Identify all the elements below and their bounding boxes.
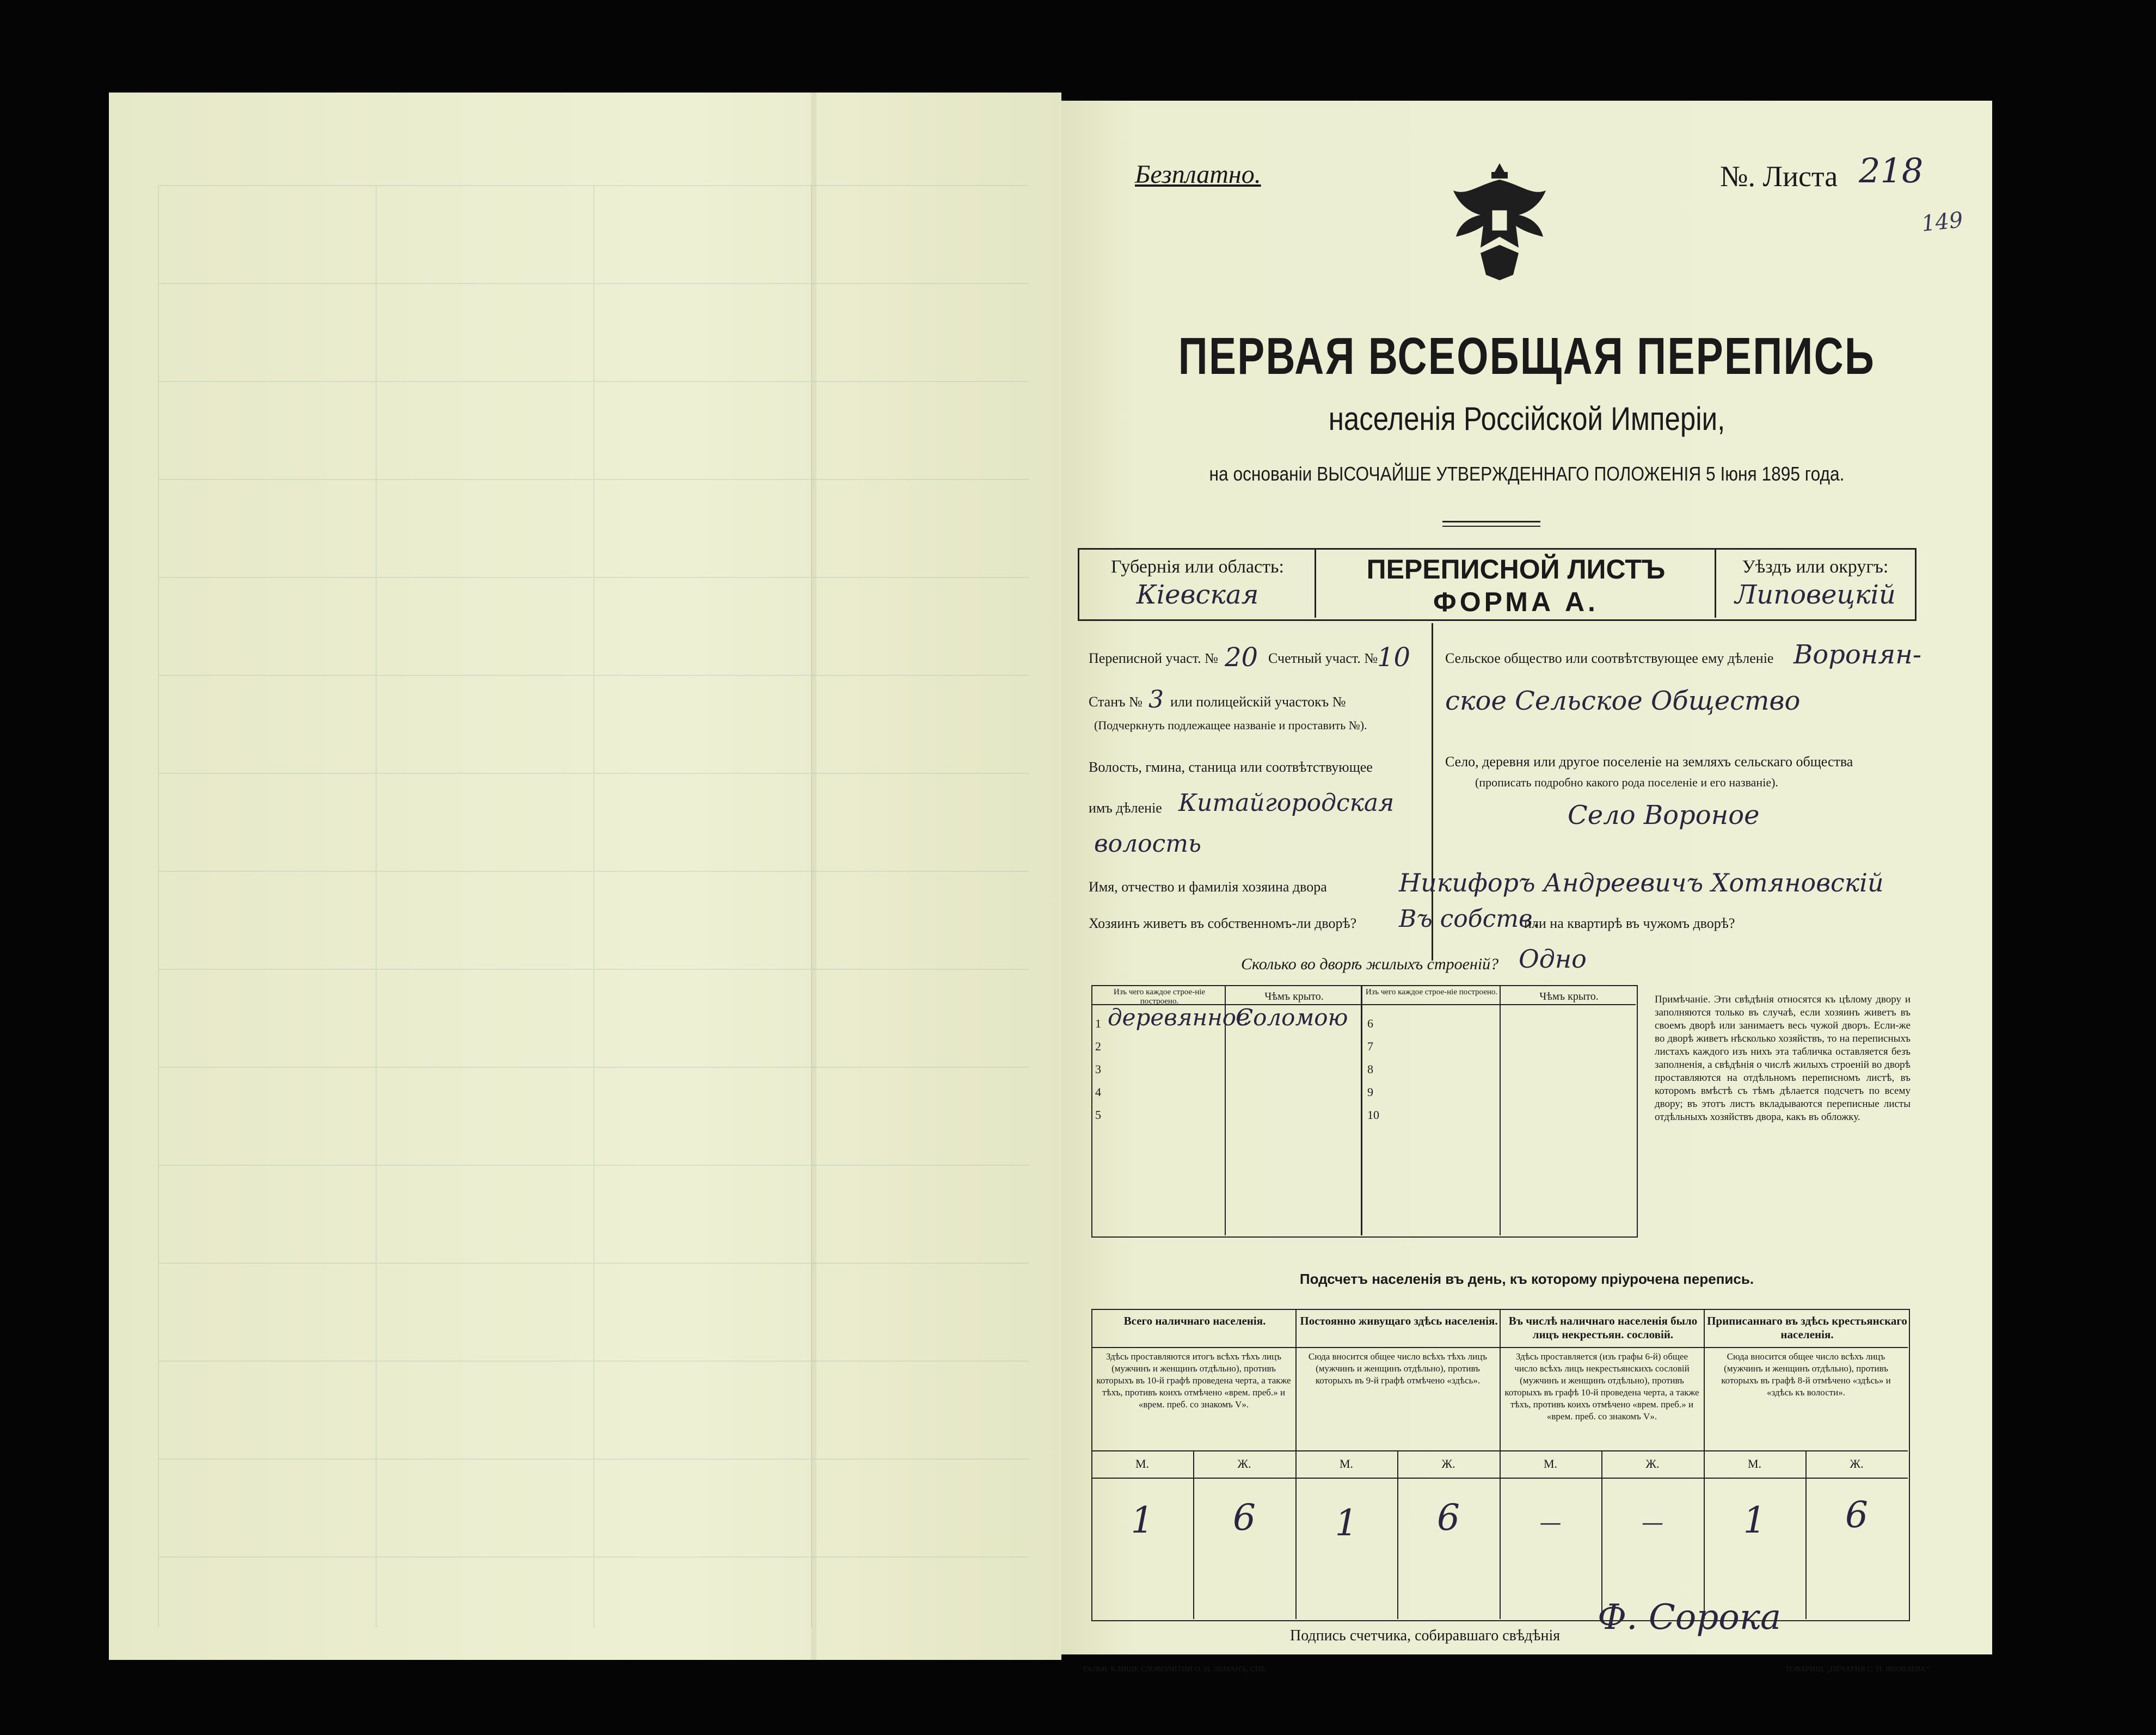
uezd-label: Уѣздъ или округъ: <box>1742 557 1889 577</box>
uchastok-label: Переписной участ. № <box>1089 650 1218 666</box>
foreign-yard-label: или на квартирѣ въ чужомъ дворѣ? <box>1524 915 1735 931</box>
uchastok-value: 20 <box>1225 642 1258 673</box>
tally-col4-m-value: 1 <box>1743 1499 1766 1541</box>
tally-col2-head: Постоянно живущаго здѣсь населенія. <box>1300 1314 1498 1327</box>
buildings-label: Сколько во дворѣ жилыхъ строеній? <box>1241 955 1499 973</box>
tally-col3-m-value: — <box>1539 1510 1562 1535</box>
col-material-right: Изъ чего каждое строе-ніе построено. <box>1365 988 1498 996</box>
tally-col4-zh-label: Ж. <box>1850 1457 1864 1471</box>
tally-col1-zh-label: Ж. <box>1237 1457 1251 1471</box>
census-form-page <box>1061 101 1992 1674</box>
obshchestvo-value-1: Воронян- <box>1793 639 1922 670</box>
signature-label: Подпись счетчика, собиравшаго свѣдѣнія <box>1290 1627 1561 1644</box>
obshchestvo-label: Сельское общество или соотвѣтствующее ему дѣленіе <box>1445 650 1774 666</box>
tally-col2-zh-label: Ж. <box>1441 1457 1455 1471</box>
col-material-left: Изъ чего каждое строе-ніе построено. <box>1113 988 1206 1006</box>
page-fold <box>811 93 816 1660</box>
tally-col3-zh-label: Ж. <box>1645 1457 1660 1471</box>
tally-col1-head: Всего наличнаго населенія. <box>1123 1314 1266 1327</box>
selo-note: (прописать подробно какого рода поселеніе и его названіе). <box>1475 776 1778 789</box>
tally-col4-m-label: М. <box>1747 1457 1762 1471</box>
owner-label: Имя, отчество и фамилія хозяина двора <box>1089 879 1327 895</box>
archive-number: 149 <box>1920 207 1964 237</box>
uezd-value: Липовецкій <box>1735 580 1896 610</box>
tally-col1-m-value: 1 <box>1131 1499 1154 1541</box>
tally-col2-zh-value: 6 <box>1437 1497 1460 1539</box>
tally-col4-zh-value: 6 <box>1845 1494 1868 1536</box>
volost-value-2: волость <box>1094 830 1201 858</box>
buildings-value: Одно <box>1519 944 1587 974</box>
owner-value: Никифоръ Андреевичъ Хотяновскій <box>1399 868 1884 897</box>
row1-material: деревянное <box>1108 1004 1250 1031</box>
form-sheet-title: ПЕРЕПИСНОЙ ЛИСТЪ <box>1366 554 1666 585</box>
schetny-value: 10 <box>1377 642 1411 673</box>
selo-value: Село Вороное <box>1568 800 1760 830</box>
bleed-through-grid <box>158 185 1029 1627</box>
sheet-number-value: 218 <box>1859 151 1924 190</box>
col-roof-left: Чѣмъ крыто. <box>1264 990 1324 1002</box>
gubernia-label: Губернія или область: <box>1111 557 1284 577</box>
tally-title: Подсчетъ населенія въ день, къ которому пріурочена перепись. <box>1299 1271 1754 1287</box>
buildings-note: Примѣчаніе. Эти свѣдѣнія относятся къ цѣлому двору и заполняются только въ случаѣ, если хозяинъ живетъ въ своемъ дворѣ или занимаетъ весь чужой дворъ. Если-же во дворѣ живетъ нѣсколько хозяйствъ, то на переписныхъ листахъ каждого изъ нихъ эта табличка оставляется безъ заполненія, а свѣдѣнія о числѣ жилыхъ строеній во дворѣ проставляются на отдѣльномъ переписномъ листѣ, въ которомъ вмѣстѣ съ тѣмъ дѣлается подсчетъ по всему двору; въ этотъ листъ вкладываются переписные листы отдѣльныхъ хозяйствъ двора, какъ въ обложку. <box>1655 994 1911 1123</box>
tally-col4-head: Приписаннаго въ здѣсь крестьянскаго населенія. <box>1707 1314 1907 1341</box>
tally-col1-desc: Здѣсь проставляются итогъ всѣхъ тѣхъ лицъ (мужчинъ и женщинъ отдѣльно), противъ которыхъ въ 10-й графѣ проведена черта, а также тѣхъ, противъ коихъ отмѣчено «врем. преб.» и «врем. преб. со знакомъ V». <box>1096 1351 1291 1410</box>
own-yard-value: Въ собств. <box>1399 905 1540 933</box>
footer-right-printer: ТОВАРИЩ. „ПЕЧАТНЯ С. П. ЯКОВЛЕВА“. <box>1785 1665 1931 1674</box>
volost-value-1: Китайгородская <box>1178 789 1395 817</box>
volost-label-2: имъ дѣленіе <box>1089 800 1162 816</box>
tally-col1-m-label: М. <box>1135 1457 1150 1471</box>
census-subtitle: населенія Россійской Имперіи, <box>1328 401 1725 437</box>
footer-left-printer: ГАЛЬВ. КЛИШЕ СЛОВОЛИТНИ О. И. ЛЕМАНЪ, СПБ. <box>1083 1665 1267 1674</box>
row1-roof: Соломою <box>1236 1004 1348 1031</box>
gubernia-value: Кіевская <box>1136 580 1259 610</box>
census-title: ПЕРВАЯ ВСЕОБЩАЯ ПЕРЕПИСЬ <box>1178 327 1876 385</box>
stan-label: Станъ № <box>1089 694 1143 710</box>
own-yard-label: Хозяинъ живетъ въ собственномъ-ли дворѣ? <box>1089 915 1357 931</box>
form-type: ФОРМА А. <box>1433 587 1599 617</box>
tally-col1-zh-value: 6 <box>1233 1497 1256 1539</box>
tally-col2-desc: Сюда вносится общее число всѣхъ тѣхъ лицъ (мужчинъ и женщинъ отдѣльно), противъ которыхъ въ 9-й графѣ отмѣчено «здѣсь». <box>1308 1351 1488 1386</box>
legal-basis-line: на основаніи ВЫСОЧАЙШЕ УТВЕРЖДЕННАГО ПОЛОЖЕНІЯ 5 Іюня 1895 года. <box>1209 463 1845 485</box>
rows-left-numbers: 1 2 3 4 5 <box>1095 1017 1101 1122</box>
volost-label: Волость, гмина, станица или соотвѣтствующее <box>1089 759 1373 775</box>
tally-col3-m-label: М. <box>1543 1457 1558 1471</box>
selo-label: Село, деревня или другое поселеніе на земляхъ сельскаго общества <box>1445 754 1853 770</box>
tally-col2-m-label: М. <box>1339 1457 1354 1471</box>
double-headed-eagle-emblem <box>1448 158 1551 283</box>
schetny-label: Счетный участ. № <box>1268 650 1378 666</box>
left-blank-page <box>109 93 1061 1660</box>
tally-col2-m-value: 1 <box>1335 1502 1358 1544</box>
counter-signature: Ф. Сорока <box>1598 1597 1782 1638</box>
tally-col3-desc: Здѣсь проставляется (изъ графы 6-й) общее число всѣхъ лицъ некрестьянскихъ сословій (мужчинъ и женщинъ отдѣльно), противъ которыхъ въ графѣ 10-й проведена черта, а также тѣхъ, противъ коихъ отмѣчено «врем. преб.» и «врем. преб. со знакомъ V». <box>1504 1351 1699 1422</box>
tally-col3-zh-value: — <box>1642 1510 1663 1535</box>
stan-rest: или полицейскій участокъ № <box>1170 694 1346 710</box>
col-roof-right: Чѣмъ крыто. <box>1539 990 1599 1002</box>
obshchestvo-value-2: ское Сельское Общество <box>1445 686 1801 716</box>
tally-col3-head: Въ числѣ наличнаго населенія было лицъ некрестьян. сословій. <box>1508 1314 1698 1341</box>
tally-col4-desc: Сюда вносится общее число всѣхъ лицъ (мужчинъ и женщинъ отдѣльно), противъ которыхъ въ графѣ 8-й отмѣчено «здѣсь» и «здѣсь къ волости». <box>1721 1351 1891 1398</box>
rows-right-numbers: 6 7 8 9 10 <box>1367 1017 1379 1122</box>
sheet-number-label: №. Листа <box>1720 160 1838 193</box>
stan-value: 3 <box>1148 686 1164 713</box>
free-label: Безплатно. <box>1135 160 1261 189</box>
stan-note: (Подчеркнуть подлежащее названіе и проставить №). <box>1094 718 1367 732</box>
ornament-divider <box>1442 521 1540 527</box>
